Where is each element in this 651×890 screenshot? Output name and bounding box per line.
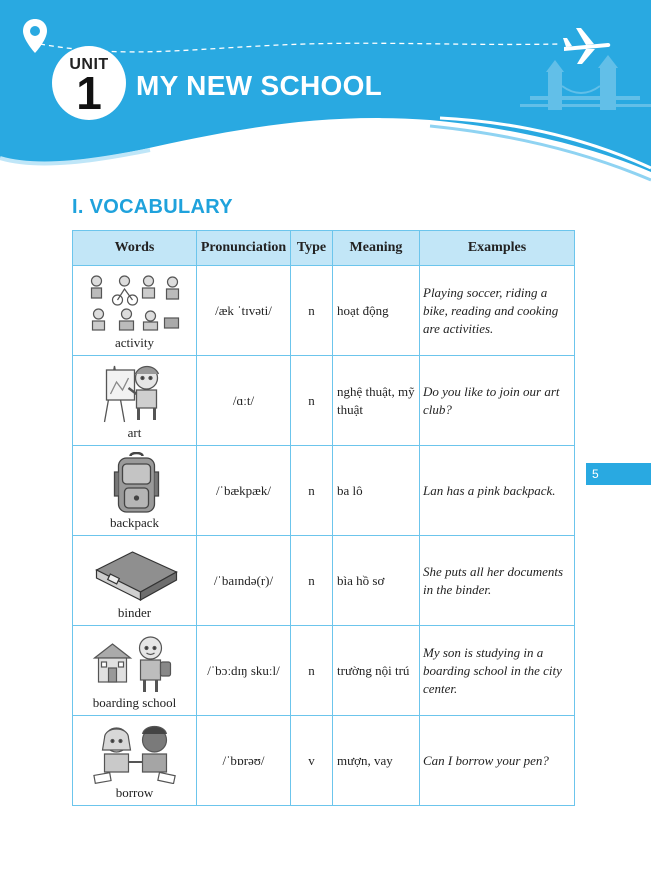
pronunciation-cell: /æk ˈtɪvəti/ [197, 266, 291, 356]
type-cell: v [291, 716, 333, 806]
unit-number: 1 [76, 67, 102, 119]
children-sharing-illustration-icon [83, 722, 186, 784]
type-cell: n [291, 626, 333, 716]
table-row [73, 626, 575, 716]
airplane-icon [562, 26, 612, 66]
word-label: binder [117, 605, 152, 620]
type-cell: n [291, 536, 333, 626]
table-row [73, 266, 575, 356]
example-cell: She puts all her documents in the binder. [420, 536, 575, 626]
pronunciation-cell: /ˈbaɪndə(r)/ [197, 536, 291, 626]
example-cell: Playing soccer, riding a bike, reading and cooking are activities. [420, 266, 575, 356]
word-cell [73, 356, 197, 446]
word-cell [73, 626, 197, 716]
boy-painting-illustration-icon [83, 362, 186, 424]
children-activities-illustration-icon [83, 272, 186, 334]
type-cell: n [291, 446, 333, 536]
pronunciation-cell: /ˈbɒrəʊ/ [197, 716, 291, 806]
unit-word: UNIT [69, 56, 109, 73]
table-row [73, 446, 575, 536]
word-cell [73, 536, 197, 626]
header-type: Type [291, 231, 333, 266]
word-label: borrow [115, 785, 154, 800]
word-label: backpack [109, 515, 160, 530]
meaning-cell: trường nội trú [333, 626, 420, 716]
binder-illustration-icon [83, 542, 186, 604]
header-meaning: Meaning [333, 231, 420, 266]
boy-with-school-illustration-icon [83, 632, 186, 694]
section-heading: I. VOCABULARY [72, 196, 233, 218]
pronunciation-cell: /ˈbɔːdɪŋ skuːl/ [197, 626, 291, 716]
type-cell: n [291, 356, 333, 446]
example-cell: Lan has a pink backpack. [420, 446, 575, 536]
unit-title: MY NEW SCHOOL [136, 70, 383, 101]
pronunciation-cell: /ˈbækpæk/ [197, 446, 291, 536]
table-row [73, 536, 575, 626]
table-row [73, 356, 575, 446]
example-cell: Do you like to join our art club? [420, 356, 575, 446]
meaning-cell: hoạt động [333, 266, 420, 356]
pronunciation-cell: /ɑːt/ [197, 356, 291, 446]
location-pin-icon [22, 18, 48, 54]
table-row [73, 716, 575, 806]
word-label: activity [115, 335, 154, 350]
meaning-cell: bìa hồ sơ [333, 536, 420, 626]
word-label: art [127, 425, 142, 440]
meaning-cell: mượn, vay [333, 716, 420, 806]
word-label: boarding school [92, 695, 177, 710]
header-pronunciation: Pronunciation [197, 231, 291, 266]
header-words: Words [73, 231, 197, 266]
header-examples: Examples [420, 231, 575, 266]
meaning-cell: nghệ thuật, mỹ thuật [333, 356, 420, 446]
word-cell [73, 446, 197, 536]
vocabulary-table [72, 230, 575, 806]
page-number-tab [586, 463, 651, 485]
meaning-cell: ba lô [333, 446, 420, 536]
word-cell [73, 266, 197, 356]
backpack-illustration-icon [83, 452, 186, 514]
unit-badge [52, 46, 126, 120]
page-number: 5 [592, 467, 599, 481]
example-cell: My son is studying in a boarding school in the city center. [420, 626, 575, 716]
example-cell: Can I borrow your pen? [420, 716, 575, 806]
table-header-row [73, 231, 575, 266]
word-cell [73, 716, 197, 806]
type-cell: n [291, 266, 333, 356]
